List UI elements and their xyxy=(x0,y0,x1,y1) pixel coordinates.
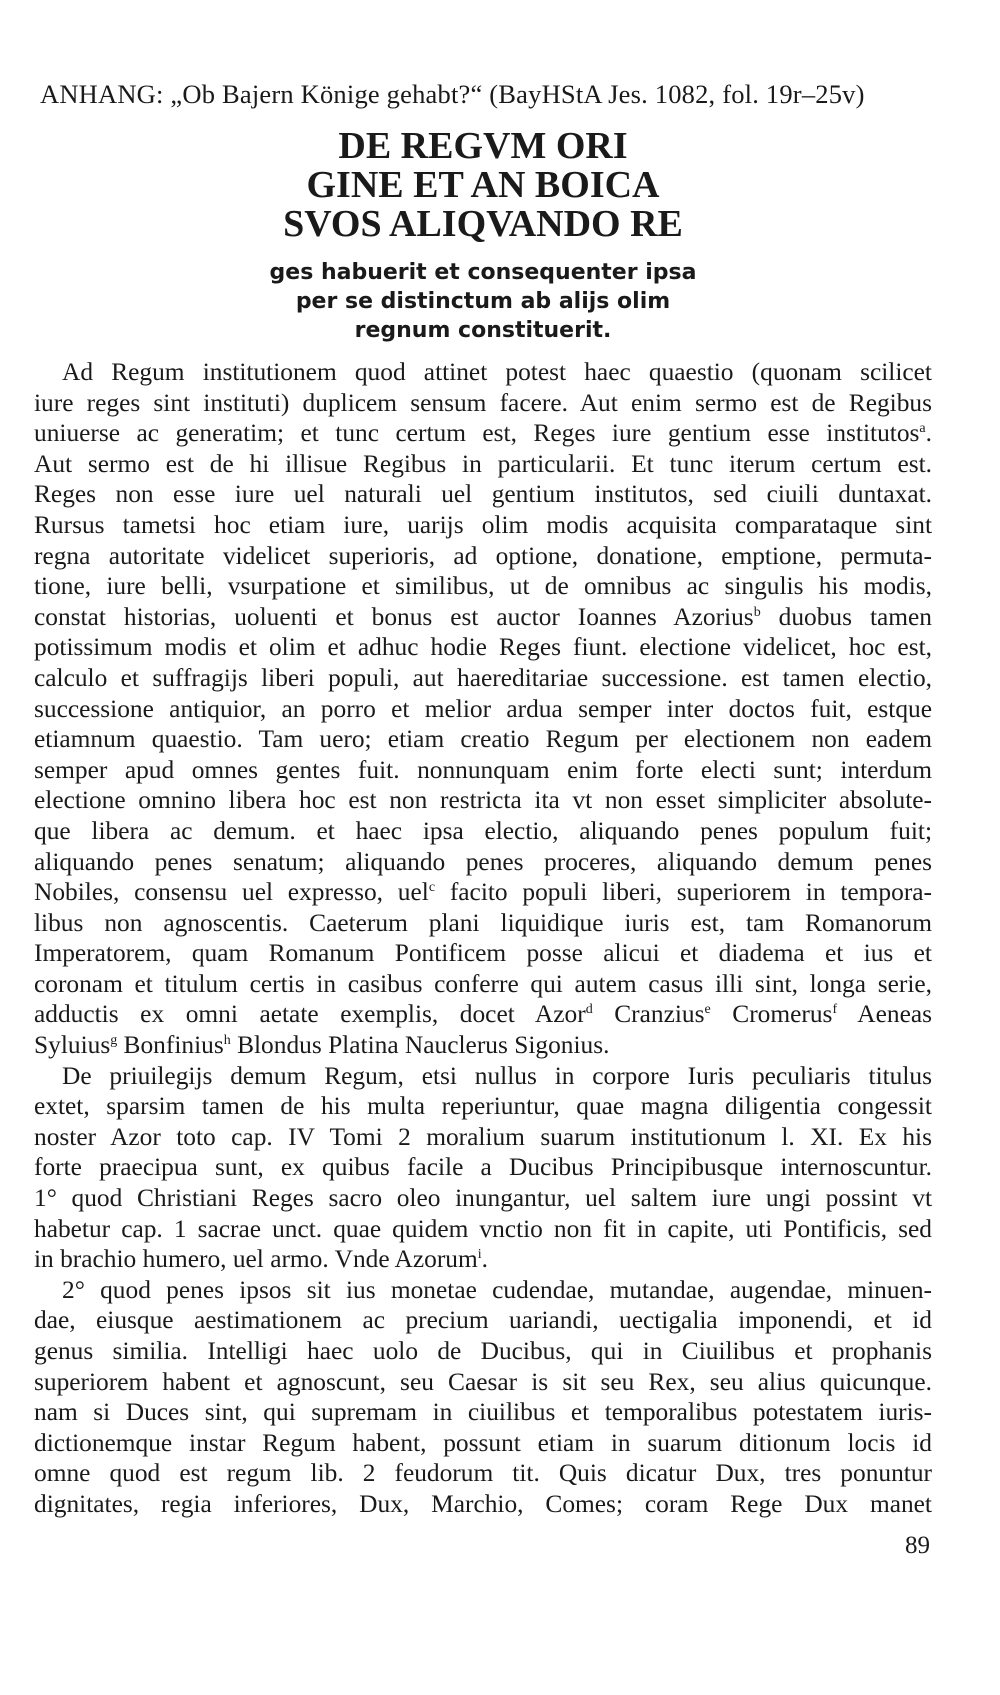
text-line: forte praecipua sunt, ex quibus facile a Ducibus Principibusque internoscuntur. xyxy=(34,1153,932,1182)
text-line: 1° quod Christiani Reges sacro oleo inungantur, uel saltem iure ungi possint vt xyxy=(34,1184,932,1213)
text-line: Imperatorem, quam Romanum Pontificem posse alicui et diadema et ius et xyxy=(34,939,932,968)
text-line: iure reges sint instituti) duplicem sensum facere. Aut enim sermo est de Regibus xyxy=(34,388,932,417)
footnote-marker: h xyxy=(223,1033,231,1049)
subtitle-line: ges habuerit et consequenter ipsa xyxy=(269,260,697,285)
text-line: Rursus tametsi hoc etiam iure, uarijs olim modis acquisita comparataque sint xyxy=(34,510,932,539)
subtitle-line: per se distinctum ab alijs olim xyxy=(295,289,671,314)
text-line: omne quod est regum lib. 2 feudorum tit. Quis dicatur Dux, tres ponuntur xyxy=(34,1459,932,1488)
page-number: 89 xyxy=(905,1532,930,1559)
text-line: semper apud omnes gentes fuit. nonnunquam enim forte electi sunt; interdum xyxy=(34,755,932,784)
title-line: GINE ET AN BOICA xyxy=(306,164,660,206)
text-line: in brachio humero, uel armo. Vnde Azorum$^i$. xyxy=(34,1245,489,1274)
footnote-marker: a xyxy=(919,421,926,437)
document-title xyxy=(34,127,932,244)
text-line: superiorem habent et agnoscunt, seu Caesar is sit seu Rex, seu alius quicunque. xyxy=(34,1367,932,1396)
text-line: Ad Regum institutionem quod attinet potest haec quaestio (quonam scilicet xyxy=(62,358,932,386)
text-line: Reges non esse iure uel naturali uel gentium institutos, sed ciuili duntaxat. xyxy=(34,480,932,509)
body-text xyxy=(34,357,932,1520)
text-line: dictionemque instar Regum habent, possunt etiam in suarum ditionum locis id xyxy=(34,1428,932,1457)
text-line: dae, eiusque aestimationem ac precium uariandi, uectigalia imponendi, et id xyxy=(34,1306,932,1335)
title-line: DE REGVM ORI xyxy=(338,125,628,167)
text-line: adductis ex omni aetate exemplis, docet Azor$^d$ Cranzius$^e$ Cromerus$^f$ Aeneas xyxy=(34,1000,932,1029)
text-line: noster Azor toto cap. IV Tomi 2 moralium suarum institutionum l. XI. Ex his xyxy=(34,1122,932,1151)
footnote-marker: g xyxy=(110,1033,118,1049)
text-line: libus non agnoscentis. Caeterum plani liquidique iuris est, tam Romanorum xyxy=(34,908,932,937)
text-line: regna autoritate videlicet superioris, ad optione, donatione, emptione, permuta- xyxy=(34,541,932,570)
footnote-marker: d xyxy=(585,1002,593,1018)
text-line: Nobiles, consensu uel expresso, uel$^c$ facito populi liberi, superiorem in tempora- xyxy=(34,878,932,907)
footnote-marker: f xyxy=(832,1002,838,1018)
text-line: 2° quod penes ipsos sit ius monetae cudendae, mutandae, augendae, minuen- xyxy=(62,1275,932,1304)
subtitle-line: regnum constituerit. xyxy=(354,318,612,343)
footnote-marker: c xyxy=(428,880,436,896)
text-line: Aut sermo est de hi illisue Regibus in particularii. Et tunc iterum certum est. xyxy=(34,449,932,478)
text-line: extet, sparsim tamen de his multa reperiuntur, quae magna diligentia congessit xyxy=(34,1092,932,1121)
footnote-marker: e xyxy=(704,1002,711,1018)
text-line: successione antiquior, an porro et melior ardua semper inter doctos fuit, estque xyxy=(34,694,932,723)
text-line: que libera ac demum. et haec ipsa electio, aliquando penes populum fuit; xyxy=(34,816,932,845)
text-line: etiamnum quaestio. Tam uero; etiam creatio Regum per electionem non eadem xyxy=(34,725,932,754)
paragraph xyxy=(34,357,932,1061)
text-line: tione, iure belli, vsurpatione et similibus, ut de omnibus ac singulis his modis, xyxy=(34,572,932,601)
text-line: coronam et titulum certis in casibus conferre qui autem casus illi sint, longa serie, xyxy=(34,969,932,998)
text-line: aliquando penes senatum; aliquando penes proceres, aliquando demum penes xyxy=(34,847,932,876)
text-line: potissimum modis et olim et adhuc hodie Reges fiunt. electione videlicet, hoc est, xyxy=(34,633,932,662)
text-line: Syluius$^g$ Bonfinius$^h$ Blondus Platina Nauclerus Sigonius. xyxy=(34,1031,610,1060)
text-line: habetur cap. 1 sacrae unct. quae quidem vnctio non fit in capite, uti Pontificis, sed xyxy=(34,1214,932,1243)
text-line: calculo et suffragijs liberi populi, aut haereditariae successione. est tamen electio, xyxy=(34,663,932,692)
text-line: constat historias, uoluenti et bonus est auctor Ioannes Azorius$^b$ duobus tamen xyxy=(34,602,932,631)
document-subtitle xyxy=(34,258,932,345)
text-line: genus similia. Intelligi haec uolo de Ducibus, qui in Ciuilibus et prophanis xyxy=(34,1337,932,1365)
footnote-marker: i xyxy=(477,1247,482,1263)
document-page xyxy=(34,78,932,1520)
title-line: SVOS ALIQVANDO RE xyxy=(283,203,683,245)
text-line: De priuilegijs demum Regum, etsi nullus in corpore Iuris peculiaris titulus xyxy=(62,1061,932,1090)
running-header: ANHANG: „Ob Bajern Könige gehabt?“ (BayHStA Jes. 1082, fol. 19r–25v) xyxy=(40,79,865,109)
footnote-marker: b xyxy=(753,604,761,620)
paragraph xyxy=(34,1275,932,1520)
text-line: nam si Duces sint, qui supremam in ciuilibus et temporalibus potestatem iuris- xyxy=(34,1398,932,1427)
text-line: uniuerse ac generatim; et tunc certum est, Reges iure gentium esse institutos$^a$. xyxy=(34,419,932,448)
text-line: dignitates, regia inferiores, Dux, Marchio, Comes; coram Rege Dux manet xyxy=(34,1489,932,1518)
paragraph xyxy=(34,1061,932,1275)
text-line: electione omnino libera hoc est non restricta ita vt non esset simpliciter absolute- xyxy=(34,786,932,815)
